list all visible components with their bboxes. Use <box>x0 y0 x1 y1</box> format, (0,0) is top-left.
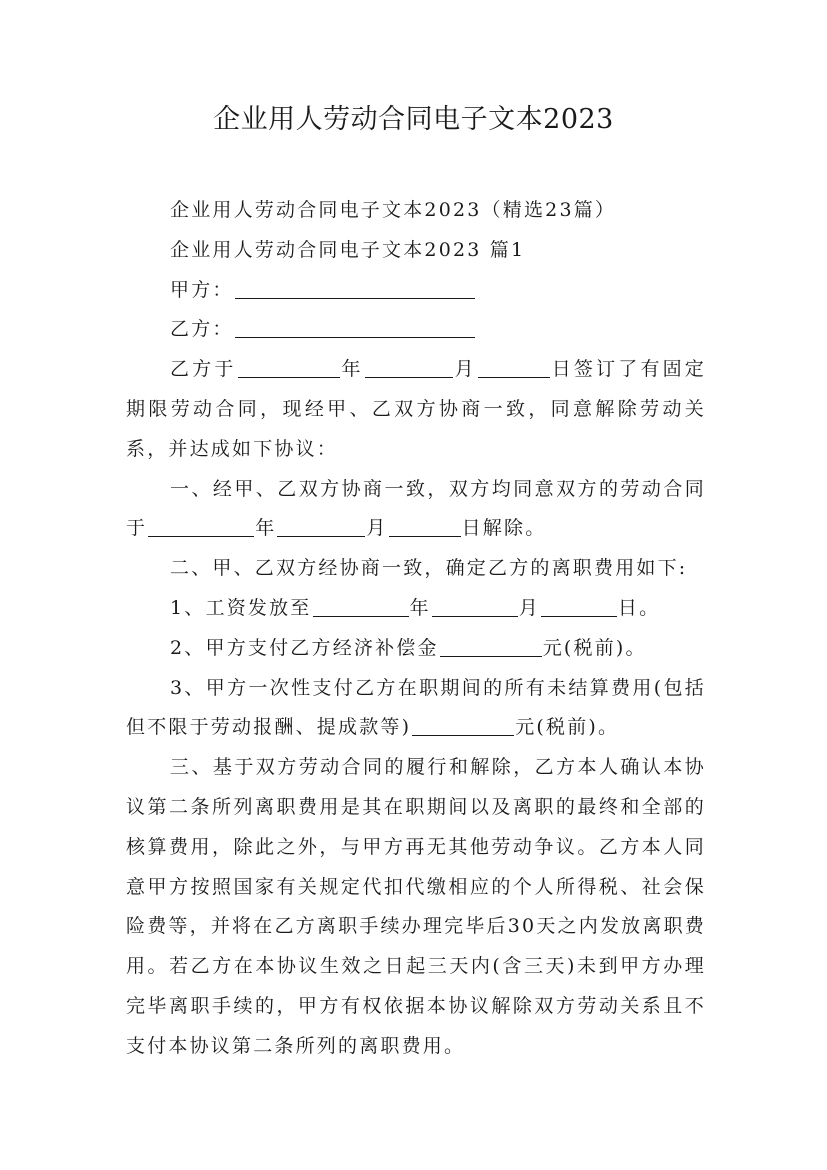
party-b-blank <box>235 317 475 338</box>
clause-two-item-3 <box>126 669 706 749</box>
text-segment: 元(税前)。 <box>515 716 620 739</box>
document-subtitle: 企业用人劳动合同电子文本2023（精选23篇） <box>170 199 617 221</box>
text-segment: 日解除。 <box>461 517 547 540</box>
text-segment: 2、甲方支付乙方经济补偿金 <box>170 636 439 659</box>
clause-two-item-2 <box>126 629 706 669</box>
text-segment: 元(税前)。 <box>542 636 647 659</box>
party-a-line <box>126 271 706 311</box>
party-b-line <box>126 310 706 350</box>
clause-two: 二、甲、乙双方经协商一致，确定乙方的离职费用如下: <box>170 557 688 580</box>
amount-blank <box>440 636 542 657</box>
year-blank <box>313 596 409 617</box>
text-segment: 1、工资发放至 <box>170 596 312 619</box>
text-segment: 日。 <box>617 596 661 619</box>
text-segment: 乙方于 <box>170 358 237 381</box>
party-a-label: 甲方： <box>170 278 234 301</box>
paragraph-contract-date <box>126 350 706 469</box>
clause-one <box>126 470 706 550</box>
month-blank <box>432 596 518 617</box>
text-segment: 年 <box>409 596 431 619</box>
text-segment: 月 <box>518 596 540 619</box>
party-b-label: 乙方： <box>170 318 234 341</box>
month-blank <box>277 516 365 537</box>
day-blank <box>541 596 617 617</box>
document-body <box>126 191 706 1067</box>
document-title: 企业用人劳动合同电子文本2023 <box>213 104 614 135</box>
month-blank <box>365 357 453 378</box>
chapter-heading: 企业用人劳动合同电子文本2023 篇1 <box>170 238 526 261</box>
year-blank <box>238 357 340 378</box>
day-blank <box>478 357 550 378</box>
amount-blank <box>412 715 514 736</box>
text-segment: 月 <box>366 517 388 540</box>
day-blank <box>389 516 461 537</box>
text-segment: 3、甲方一次性支付乙方在职期间的所有未结算费用(包括但不限于劳动报酬、提成款等) <box>126 676 706 739</box>
text-segment: 年 <box>255 517 277 540</box>
text-segment: 年 <box>340 358 364 381</box>
year-blank <box>148 516 254 537</box>
text-segment: 日签订了有固定期限劳动合同，现经甲、乙双方协商一致，同意解除劳动关系，并达成如下协议： <box>126 358 706 460</box>
text-segment: 月 <box>453 358 477 381</box>
clause-two-item-1 <box>126 589 706 629</box>
text-segment: 一、经甲、乙双方协商一致，双方均同意双方的劳动合同于 <box>126 477 706 540</box>
party-a-blank <box>235 278 475 299</box>
clause-three: 三、基于双方劳动合同的履行和解除，乙方本人确认本协议第二条所列离职费用是其在职期间以及离职的最终和全部的核算费用，除此之外，与甲方再无其他劳动争议。乙方本人同意甲方按照国家有关规定代扣代缴相应的个人所得税、社会保险费等，并将在乙方离职手续办理完毕后30天之内发放离职费用。若乙方在本协议生效之日起三天内(含三天)未到甲方办理完毕离职手续的，甲方有权依据本协议解除双方劳动关系且不支付本协议第二条所列的离职费用。 <box>126 756 706 1057</box>
